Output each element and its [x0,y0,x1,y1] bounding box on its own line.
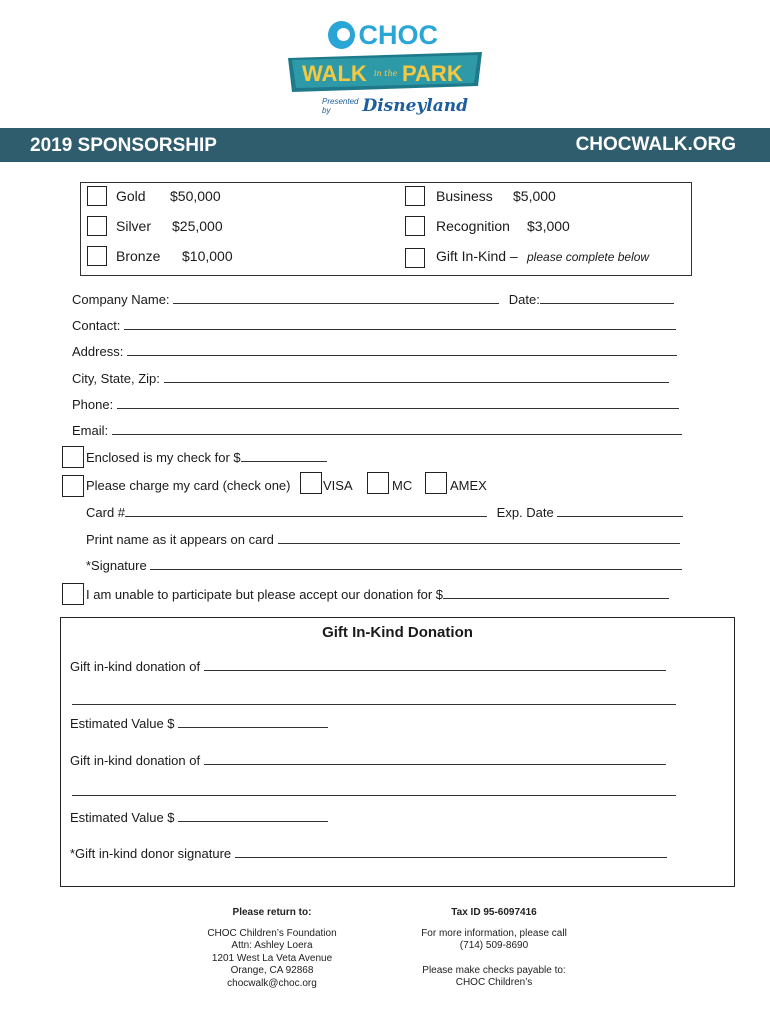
amex-checkbox[interactable] [425,472,447,494]
company-row [72,291,674,307]
check-amount-field[interactable] [241,449,327,462]
level-name: Gift In-Kind – [436,248,518,264]
return-email[interactable]: chocwalk@choc.org [227,977,317,989]
email-label: Email: [72,423,109,438]
contact-label: Contact: [72,318,121,333]
walk-in-the-park-banner [288,52,482,92]
city-row [72,370,669,386]
return-line: 1201 West La Veta Avenue [211,952,333,964]
level-note: please complete below [527,250,650,264]
choc-wordmark: CHOC [358,19,438,50]
donation-row [86,586,669,602]
estimated-value-field[interactable] [178,809,328,822]
phone-row [72,396,679,412]
return-to-block [180,907,364,990]
gift-donation-field-line2[interactable] [72,783,676,796]
info-phone: (714) 509-8690 [459,940,529,951]
print-name-label: Print name as it appears on card [86,532,274,547]
level-amount: $25,000 [172,218,223,234]
info-line: For more information, please call [421,927,567,939]
card-label: Please charge my card (check one) [86,478,291,493]
page-title: 2019 SPONSORSHIP [30,135,217,156]
company-field[interactable] [173,291,499,304]
company-label: Company Name: [72,292,170,307]
signature-label: *Signature [86,558,147,573]
card-number-row [86,504,683,520]
date-field[interactable] [540,291,674,304]
level-amount: $50,000 [170,188,221,204]
disneyland-logo: Disneyland [362,96,469,116]
gift-donation-field-line2[interactable] [72,692,676,705]
contact-row [72,317,676,333]
gift-signature-row [70,845,667,861]
contact-field[interactable] [124,317,676,330]
level-name: Gold [116,188,146,204]
address-field[interactable] [127,343,677,356]
bronze-checkbox[interactable] [87,246,107,266]
gift-donation-field[interactable] [204,658,666,671]
level-amount: $10,000 [182,248,233,264]
recognition-checkbox[interactable] [405,216,425,236]
tax-info-block [404,907,584,990]
estimated-value-label: Estimated Value $ [70,810,175,825]
payable-line: CHOC Children’s [455,977,533,988]
signature-row [86,557,682,573]
header-bar [0,128,770,162]
payable-line: Please make checks payable to: [422,964,566,976]
donation-checkbox[interactable] [62,583,84,605]
visa-checkbox[interactable] [300,472,322,494]
gift-signature-label: *Gift in-kind donor signature [70,846,232,861]
gift-signature-field[interactable] [235,845,667,858]
card-number-label: Card # [86,505,126,520]
estimated-value-field[interactable] [178,715,328,728]
gift-donation-label: Gift in-kind donation of [70,753,201,768]
return-line: CHOC Children’s Foundation [207,927,337,939]
address-row [72,343,677,359]
tax-id: Tax ID 95-6097416 [451,907,537,918]
level-amount: $3,000 [527,218,570,234]
return-heading: Please return to: [232,907,312,918]
donation-amount-field[interactable] [443,586,669,599]
gift-value-row-1 [70,715,328,731]
donation-label: I am unable to participate but please accept our donation for $ [86,587,444,602]
phone-field[interactable] [117,396,679,409]
visa-label: VISA [323,478,353,493]
level-name: Recognition [436,218,510,234]
return-line: Attn: Ashley Loera [231,940,313,951]
gift-row-1 [70,658,666,674]
in-the-word: in the [374,69,398,78]
email-field[interactable] [112,422,682,435]
gift-donation-label: Gift in-kind donation of [70,659,201,674]
print-name-row [86,531,680,547]
print-name-field[interactable] [278,531,680,544]
gold-checkbox[interactable] [87,186,107,206]
level-name: Business [436,188,493,204]
charge-card-checkbox[interactable] [62,475,84,497]
check-row [86,449,327,465]
business-checkbox[interactable] [405,186,425,206]
mc-checkbox[interactable] [367,472,389,494]
email-row [72,422,682,438]
exp-date-label: Exp. Date [496,505,554,520]
return-line: Orange, CA 92868 [230,965,314,976]
check-label: Enclosed is my check for $ [86,450,241,465]
card-number-field[interactable] [125,504,487,517]
silver-checkbox[interactable] [87,216,107,236]
presented-by [322,94,469,118]
presented-by-label: Presented by [322,97,359,115]
gift-row-2 [70,752,666,768]
level-name: Bronze [116,248,161,264]
park-word: PARK [402,61,463,86]
gift-value-row-2 [70,809,328,825]
website: CHOCWALK.ORG [575,134,736,155]
choc-logo [328,18,438,52]
gift-in-kind-title: Gift In-Kind Donation [322,624,473,641]
estimated-value-label: Estimated Value $ [70,716,175,731]
check-enclosed-checkbox[interactable] [62,446,84,468]
gift-donation-field[interactable] [204,752,666,765]
signature-field[interactable] [150,557,682,570]
city-field[interactable] [164,370,669,383]
amex-label: AMEX [450,478,487,493]
exp-date-field[interactable] [557,504,683,517]
level-name: Silver [116,218,152,234]
choc-bear-icon [328,21,355,49]
mc-label: MC [392,478,413,493]
level-amount: $5,000 [513,188,556,204]
city-label: City, State, Zip: [72,371,160,386]
phone-label: Phone: [72,397,114,412]
address-label: Address: [72,344,124,359]
gift-in-kind-checkbox[interactable] [405,248,425,268]
date-label: Date: [508,292,540,307]
walk-word: WALK [302,61,367,86]
